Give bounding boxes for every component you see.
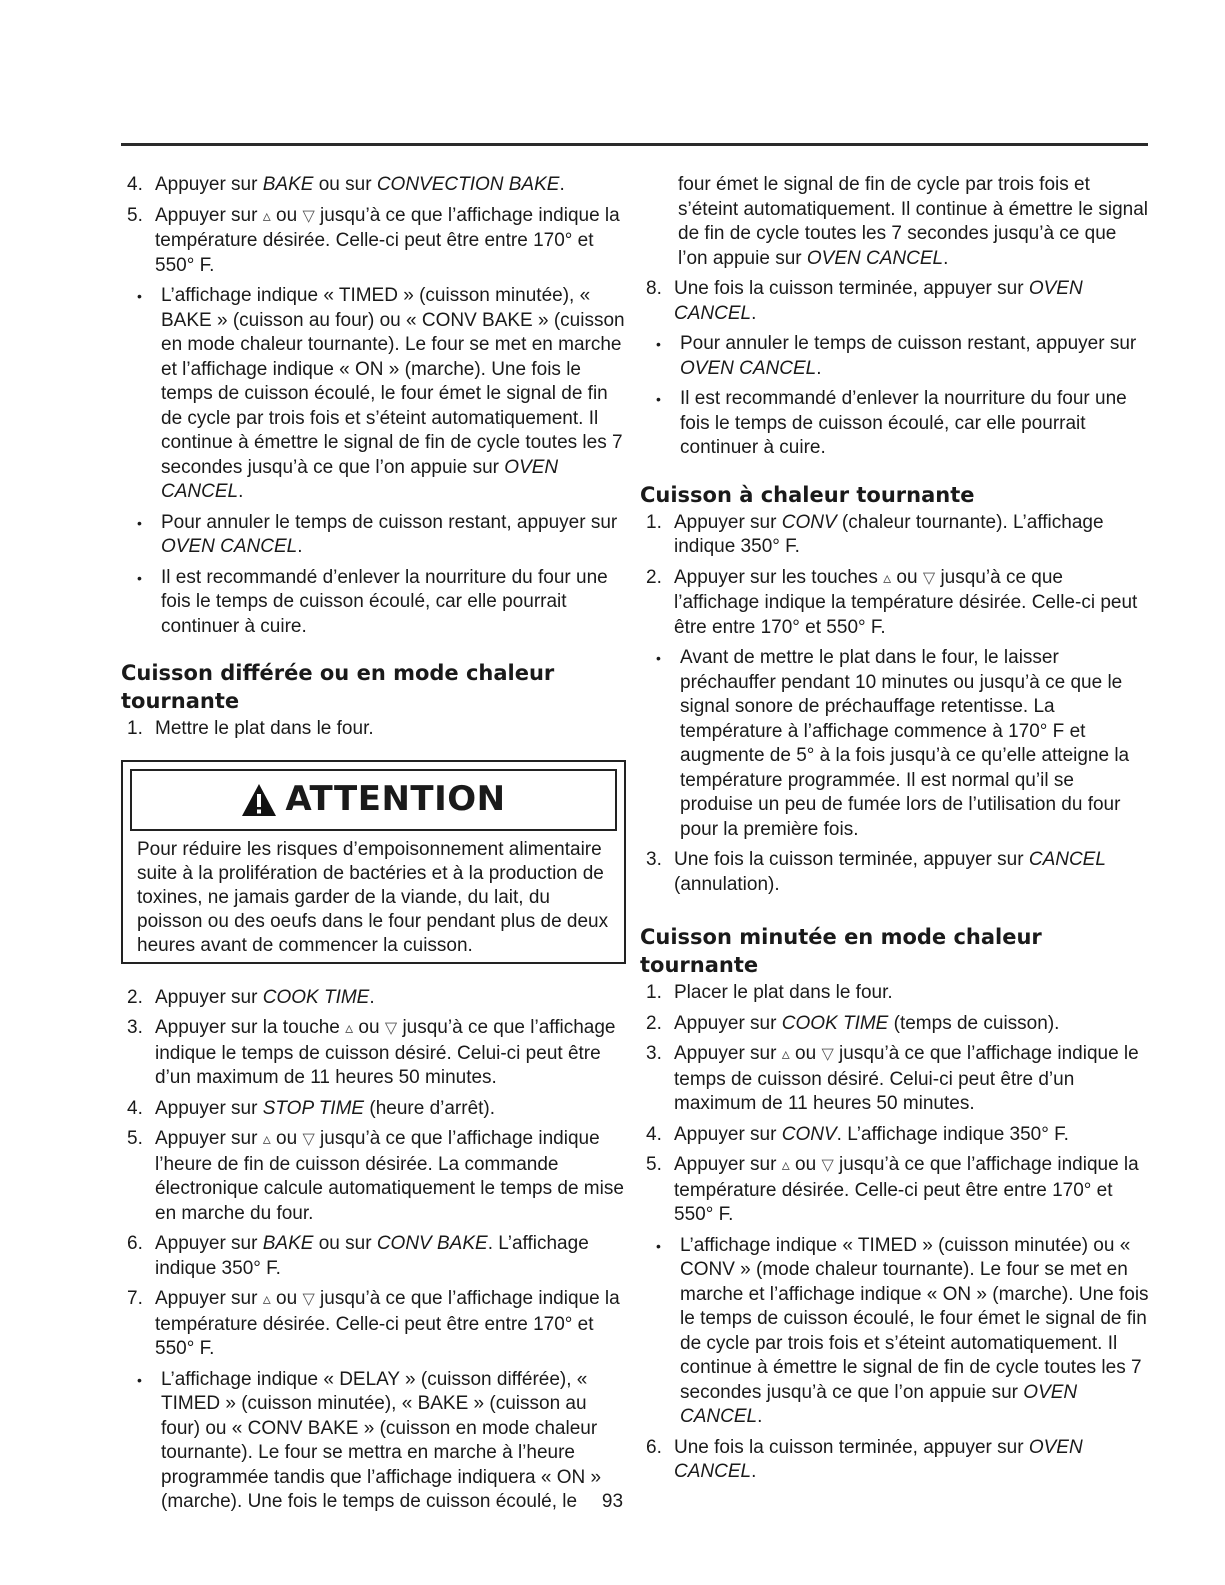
step-text: Une fois la cuisson terminée, appuyer sur OVEN CANCEL. xyxy=(674,278,1083,324)
attention-header xyxy=(130,769,617,831)
header-rule xyxy=(121,143,1148,146)
step-number: 2. xyxy=(646,1012,662,1034)
left-step xyxy=(121,1097,626,1122)
up-triangle-icon: ▵ xyxy=(345,1020,354,1037)
bullet-text: L’affichage indique « TIMED » (cuisson minutée), « BAKE » (cuisson au four) ou « CONV BAKE » (cuisson en mode chaleur tournante). Le four se met en marche et l’affichage indique « ON » (marche). Une fois le temps de cuisson écoulé, le four émet le signal de fin de cycle par trois fois et s’éteint automatiquement. Il continue à émettre le signal de fin de cycle toutes les 7 secondes jusqu’à ce que l’on appuie sur OVEN CANCEL. xyxy=(161,285,625,502)
step-number: 8. xyxy=(646,278,662,299)
step-number: 1. xyxy=(646,982,662,1003)
timed-step-6 xyxy=(640,1436,1150,1485)
right-column xyxy=(640,173,1150,1491)
step-text: Appuyer sur ▵ ou ▽ jusqu’à ce que l’affichage indique l’heure de fin de cuisson désirée. La commande électronique calcule automatiquement le temps de mise en marche du four. xyxy=(155,1128,624,1224)
attention-title: ATTENTION xyxy=(285,779,506,820)
bullet-dot: • xyxy=(656,336,661,352)
right-step-8 xyxy=(640,277,1150,326)
step-number: 4. xyxy=(127,1097,143,1119)
heading-convection: Cuisson à chaleur tournante xyxy=(640,482,975,507)
bullet-dot: • xyxy=(656,1237,661,1254)
step-text: Appuyer sur les touches ▵ ou ▽ jusqu’à ce que l’affichage indique la température désirée. Celle-ci peut être entre 170° et 550° F. xyxy=(674,566,1138,638)
right-bullet xyxy=(640,387,1150,461)
down-triangle-icon: ▽ xyxy=(821,1046,834,1063)
step-text: Appuyer sur STOP TIME (heure d’arrêt). xyxy=(155,1097,496,1119)
step-text: Appuyer sur COOK TIME (temps de cuisson). xyxy=(674,1012,1060,1034)
left-bullet xyxy=(121,284,626,505)
heading-delayed-cooking: Cuisson différée ou en mode chaleur tournante xyxy=(121,661,555,713)
bullet-text: Pour annuler le temps de cuisson restant, appuyer sur OVEN CANCEL. xyxy=(161,511,618,557)
emphasis-key: OVEN CANCEL xyxy=(806,247,944,269)
attention-body: Pour réduire les risques d’empoisonnement alimentaire suite à la prolifération de bactéries et à la production de toxines, ne jamais garder de la viande, du lait, du poisson ou des oeufs dans le four pendant plus de deux heures avant de commencer la cuisson. xyxy=(137,838,609,956)
emphasis-key: OVEN CANCEL xyxy=(161,456,559,502)
emphasis-key: OVEN CANCEL xyxy=(680,357,817,379)
conv-step xyxy=(640,511,1150,560)
warning-triangle-icon xyxy=(241,783,277,817)
emphasis-key: CONV xyxy=(781,1123,837,1145)
left-bullet xyxy=(121,566,626,640)
emphasis-key: OVEN CANCEL xyxy=(674,278,1083,324)
step-text: Une fois la cuisson terminée, appuyer sur OVEN CANCEL. xyxy=(674,1436,1083,1482)
step-number: 6. xyxy=(646,1436,662,1458)
step-text: Appuyer sur ▵ ou ▽ jusqu’à ce que l’affichage indique la température désirée. Celle-ci peut être entre 170° et 550° F. xyxy=(155,1288,620,1359)
step-text: Appuyer sur CONV (chaleur tournante). L’affichage indique 350° F. xyxy=(674,511,1104,557)
left-top-step xyxy=(121,204,626,279)
step-text: Appuyer sur la touche ▵ ou ▽ jusqu’à ce que l’affichage indique le temps de cuisson désiré. Celui-ci peut être d’un maximum de 11 heures 50 minutes. xyxy=(155,1017,616,1088)
bullet-dot: • xyxy=(137,288,142,304)
emphasis-key: CANCEL xyxy=(1028,849,1106,870)
bullet-text: Il est recommandé d’enlever la nourriture du four une fois le temps de cuisson écoulé, car elle pourrait continuer à cuire. xyxy=(680,388,1127,458)
step-number: 2. xyxy=(127,986,143,1008)
down-triangle-icon: ▽ xyxy=(302,207,315,225)
down-triangle-icon: ▽ xyxy=(302,1131,315,1148)
emphasis-key: CONV BAKE xyxy=(376,1233,488,1254)
left-step xyxy=(121,986,626,1011)
step-text: Appuyer sur ▵ ou ▽ jusqu’à ce que l’affichage indique la température désirée. Celle-ci peut être entre 170° et 550° F. xyxy=(155,204,620,276)
timed-step xyxy=(640,1153,1150,1228)
page-number: 93 xyxy=(601,1491,624,1512)
emphasis-key: CONV xyxy=(781,511,837,533)
step-number: 1. xyxy=(646,511,662,533)
step-number: 7. xyxy=(127,1288,143,1309)
up-triangle-icon: ▵ xyxy=(262,1291,271,1308)
up-triangle-icon: ▵ xyxy=(781,1157,790,1174)
emphasis-key: OVEN CANCEL xyxy=(161,536,298,557)
down-triangle-icon: ▽ xyxy=(922,569,936,587)
left-step xyxy=(121,1232,626,1281)
emphasis-key: STOP TIME xyxy=(262,1097,365,1119)
step-text: Appuyer sur COOK TIME. xyxy=(155,986,375,1008)
step-text: Une fois la cuisson terminée, appuyer sur CANCEL (annulation). xyxy=(674,849,1106,895)
bullet-dot: • xyxy=(137,569,142,586)
left-bullet xyxy=(121,511,626,560)
step-number: 3. xyxy=(127,1017,143,1038)
bullet-dot: • xyxy=(656,391,661,407)
emphasis-key: BAKE xyxy=(262,1233,314,1254)
right-bullet xyxy=(640,332,1150,381)
emphasis-key: COOK TIME xyxy=(262,986,370,1008)
timed-step xyxy=(640,981,1150,1006)
timed-step xyxy=(640,1042,1150,1117)
continuation-text: four émet le signal de fin de cycle par trois fois et s’éteint automatiquement. Il continue à émettre le signal de fin de cycle toutes les 7 secondes jusqu’à ce que l’on appuie sur OVEN CANCEL. xyxy=(678,174,1148,269)
conv-step xyxy=(640,566,1150,641)
left-top-step xyxy=(121,173,626,198)
bullet-text: L’affichage indique « DELAY » (cuisson différée), « TIMED » (cuisson minutée), « BAKE » (cuisson au four) ou « CONV BAKE » (cuisson en mode chaleur tournante). Le four se mettra en marche à l’heure programmée tandis que l’affichage indiquera « ON » (marche). Une fois le temps de cuisson écoulé, le xyxy=(161,1368,602,1512)
down-triangle-icon: ▽ xyxy=(302,1291,315,1308)
emphasis-key: BAKE xyxy=(262,174,314,195)
step-number: 5. xyxy=(127,204,143,226)
down-triangle-icon: ▽ xyxy=(384,1020,398,1037)
down-triangle-icon: ▽ xyxy=(821,1157,834,1174)
step-number: 2. xyxy=(646,566,662,588)
up-triangle-icon: ▵ xyxy=(262,1131,271,1148)
timed-step xyxy=(640,1012,1150,1037)
step-number: 6. xyxy=(127,1233,143,1254)
bullet-text: Il est recommandé d’enlever la nourriture du four une fois le temps de cuisson écoulé, car elle pourrait continuer à cuire. xyxy=(161,566,608,637)
step-number: 4. xyxy=(646,1123,662,1145)
emphasis-key: COOK TIME xyxy=(781,1012,889,1034)
left-step xyxy=(121,1287,626,1362)
step-text: Appuyer sur BAKE ou sur CONVECTION BAKE. xyxy=(155,174,565,195)
conv-step-3 xyxy=(640,848,1150,897)
left-column xyxy=(121,173,626,1521)
up-triangle-icon: ▵ xyxy=(781,1046,790,1063)
step-text: Appuyer sur CONV. L’affichage indique 350° F. xyxy=(674,1123,1069,1145)
step-text: Appuyer sur ▵ ou ▽ jusqu’à ce que l’affichage indique la température désirée. Celle-ci peut être entre 170° et 550° F. xyxy=(674,1154,1139,1225)
step-text: Placer le plat dans le four. xyxy=(674,982,893,1003)
emphasis-key: OVEN CANCEL xyxy=(680,1381,1078,1427)
emphasis-key: CONVECTION BAKE xyxy=(376,174,560,195)
step-number: 5. xyxy=(646,1154,662,1175)
left-step xyxy=(121,1016,626,1091)
left-step-1: 1. Mettre le plat dans le four. xyxy=(127,718,374,739)
heading-timed-convection: Cuisson minutée en mode chaleur tournante xyxy=(640,925,1042,977)
bullet-dot: • xyxy=(137,514,142,531)
bullet-dot: • xyxy=(656,650,661,666)
left-step xyxy=(121,1127,626,1226)
attention-box xyxy=(121,760,626,964)
bullet-text: L’affichage indique « TIMED » (cuisson minutée) ou « CONV » (mode chaleur tournante). Le four se met en marche et l’affichage indique « ON » (marche). Une fois le temps de cuisson écoulé, le four émet le signal de fin de cycle par trois fois et s’éteint automatiquement. Il continue à émettre le signal de fin de cycle toutes les 7 secondes jusqu’à ce que l’on appuie sur OVEN CANCEL. xyxy=(680,1234,1149,1427)
step-number: 3. xyxy=(646,849,662,870)
step-text: Appuyer sur ▵ ou ▽ jusqu’à ce que l’affichage indique le temps de cuisson désiré. Celui-ci peut être d’un maximum de 11 heures 50 minutes. xyxy=(674,1043,1139,1114)
up-triangle-icon: ▵ xyxy=(262,207,271,225)
step-number: 3. xyxy=(646,1043,662,1064)
step-text: Appuyer sur BAKE ou sur CONV BAKE. L’affichage indique 350° F. xyxy=(155,1233,589,1279)
up-triangle-icon: ▵ xyxy=(883,569,892,587)
conv-bullet xyxy=(640,646,1150,842)
step-number: 5. xyxy=(127,1128,143,1149)
bullet-text: Pour annuler le temps de cuisson restant, appuyer sur OVEN CANCEL. xyxy=(680,333,1137,379)
bullet-dot: • xyxy=(137,1371,142,1388)
bullet-text: Avant de mettre le plat dans le four, le laisser préchauffer pendant 10 minutes ou jusqu’à ce que le signal sonore de préchauffage retentisse. La température à l’affichage commence à 170° F et augmente de 5° à la fois jusqu’à ce qu’elle atteigne la température programmée. Il est normal qu’il se produise un peu de fumée lors de l’utilisation du four pour la première fois. xyxy=(680,647,1130,840)
timed-bullet xyxy=(640,1234,1150,1430)
emphasis-key: OVEN CANCEL xyxy=(674,1436,1083,1482)
timed-step xyxy=(640,1123,1150,1148)
step-number: 4. xyxy=(127,174,143,195)
